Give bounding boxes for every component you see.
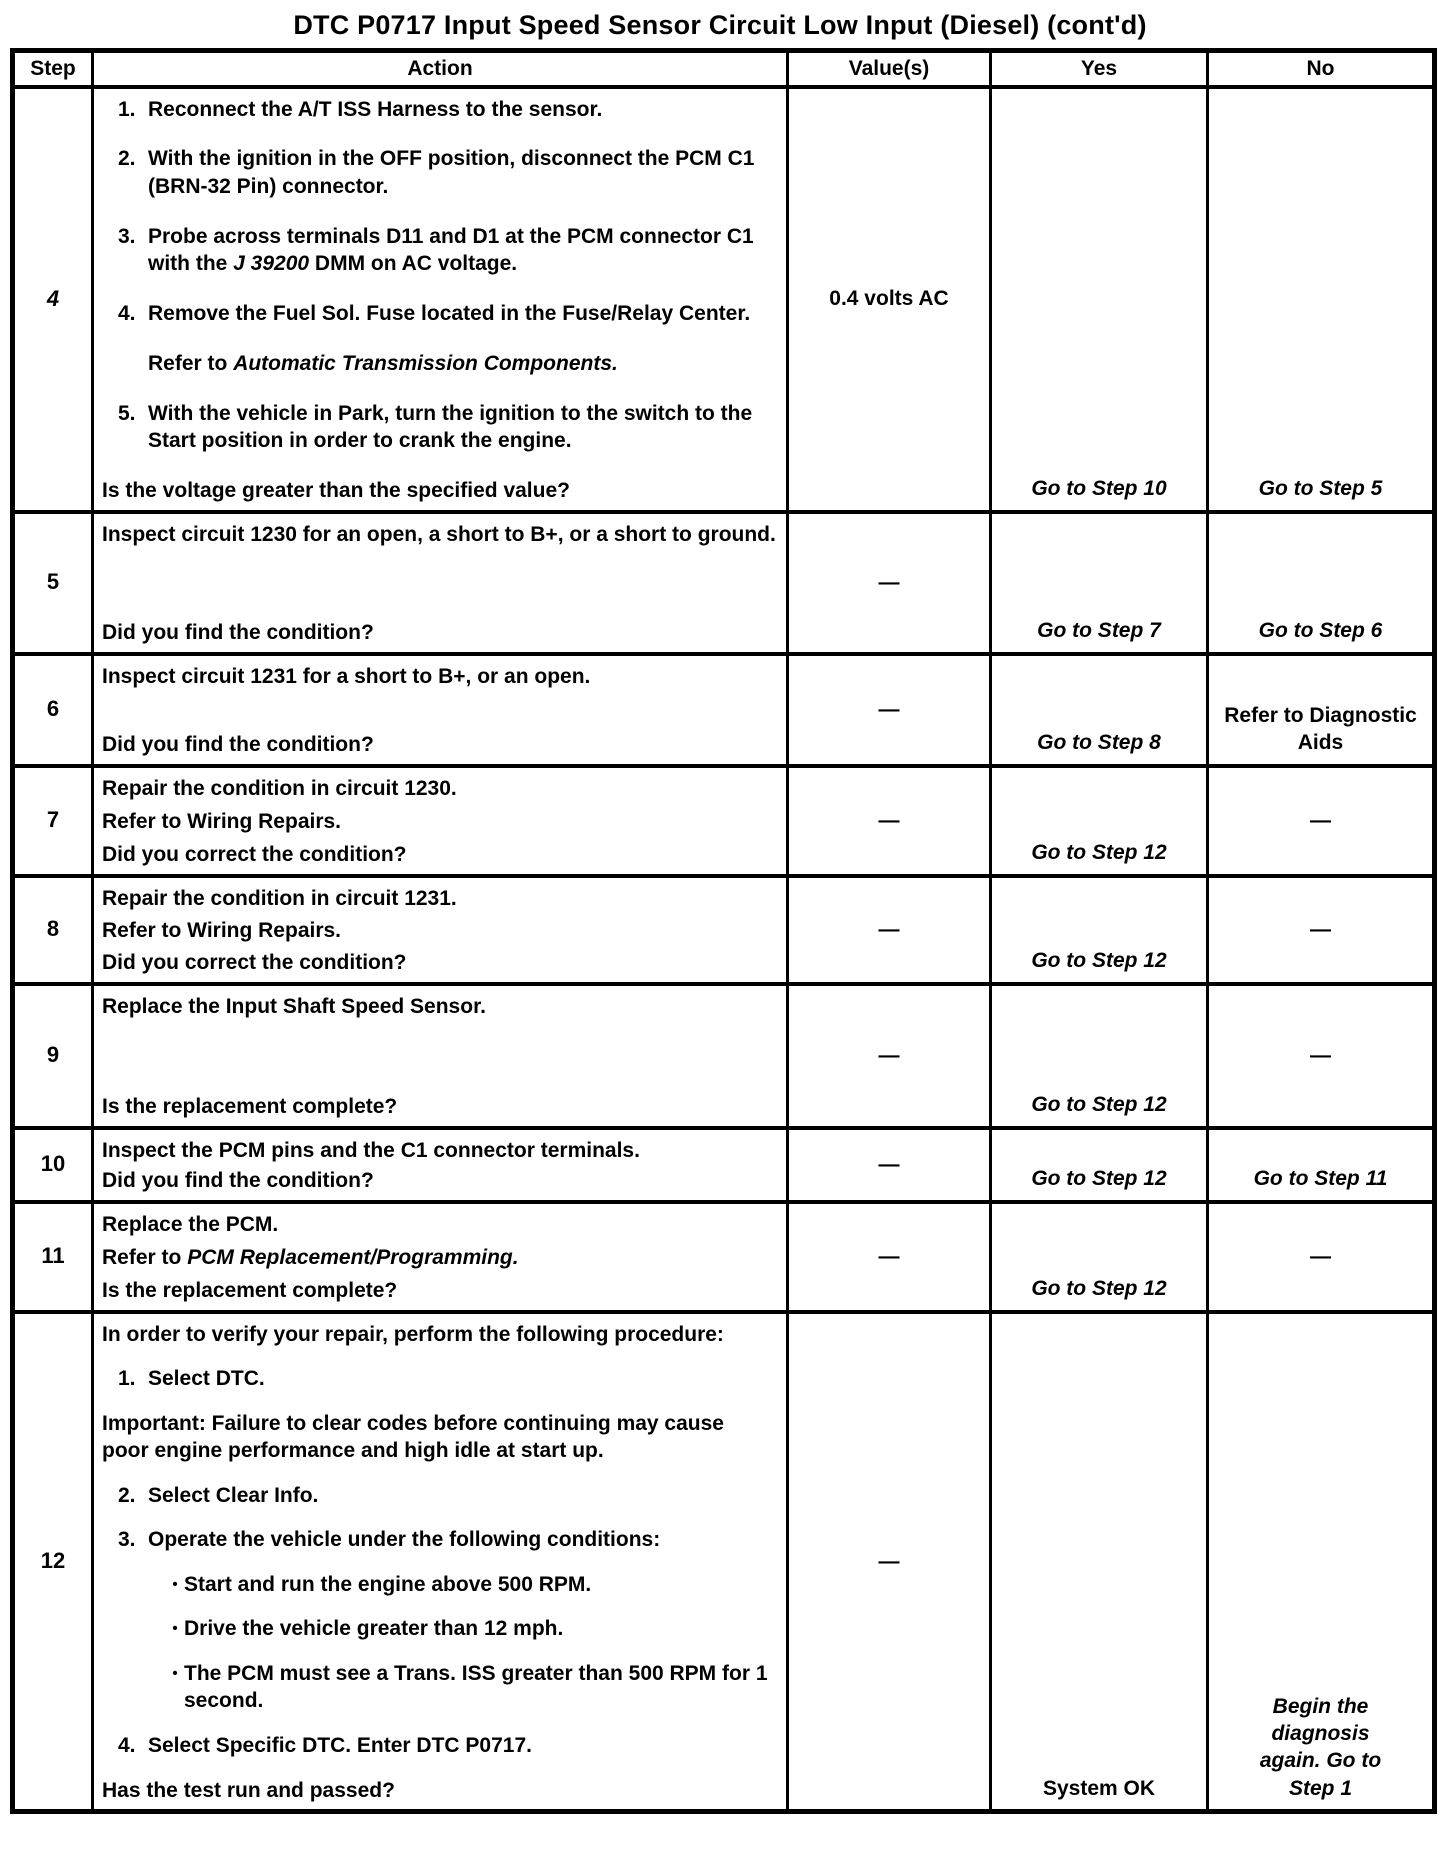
step-cell: 6: [13, 654, 93, 766]
tool-reference: J 39200: [233, 252, 310, 276]
yes-cell: Go to Step 12: [991, 1202, 1208, 1312]
bullet-item: • Start and run the engine above 500 RPM.: [102, 1571, 780, 1598]
diagnostic-table: [10, 48, 1437, 1814]
action-question: Has the test run and passed?: [102, 1778, 395, 1802]
table-row-step-4: [13, 87, 1435, 512]
step-cell: 9: [13, 984, 93, 1128]
col-header-step: Step: [13, 51, 93, 87]
header-row: [13, 51, 1435, 87]
no-cell: —: [1208, 766, 1435, 876]
action-cell: [93, 984, 788, 1128]
step-cell: 12: [13, 1312, 93, 1812]
action-cell: [93, 876, 788, 984]
value-cell: —: [788, 1128, 991, 1202]
yes-cell: Go to Step 10: [991, 87, 1208, 512]
list-item: 1. Reconnect the A/T ISS Harness to the sensor.: [118, 97, 603, 121]
action-statement: Repair the condition in circuit 1230.: [102, 776, 457, 800]
action-question: Did you find the condition?: [102, 1169, 374, 1193]
action-cell: [93, 512, 788, 654]
action-statement: Repair the condition in circuit 1231.: [102, 886, 457, 910]
action-question: Did you find the condition?: [102, 621, 374, 645]
list-item: 3. Probe across terminals D11 and D1 at the PCM connector C1 with the J 39200 DMM on AC voltage.: [118, 224, 754, 276]
yes-cell: Go to Step 7: [991, 512, 1208, 654]
yes-cell: System OK: [991, 1312, 1208, 1812]
value-cell: —: [788, 1312, 991, 1812]
action-cell: [93, 766, 788, 876]
value-cell: —: [788, 654, 991, 766]
document-reference: Automatic Transmission Components.: [233, 351, 618, 375]
no-cell: Go to Step 11: [1208, 1128, 1435, 1202]
no-cell: [1208, 1312, 1435, 1812]
yes-cell: Go to Step 12: [991, 876, 1208, 984]
list-item: 5. With the vehicle in Park, turn the ignition to the switch to the Start position in order to crank the engine.: [118, 401, 753, 453]
step-cell: 10: [13, 1128, 93, 1202]
action-question: Is the replacement complete?: [102, 1279, 398, 1303]
table-row-step-10: [13, 1128, 1435, 1202]
action-cell: [93, 1202, 788, 1312]
action-question: Did you find the condition?: [102, 733, 374, 757]
col-header-yes: Yes: [991, 51, 1208, 87]
col-header-no: No: [1208, 51, 1435, 87]
step-cell: 5: [13, 512, 93, 654]
action-statement: Replace the Input Shaft Speed Sensor.: [102, 994, 486, 1018]
table-row-step-11: [13, 1202, 1435, 1312]
no-cell: Go to Step 5: [1208, 87, 1435, 512]
bullet-item: • Drive the vehicle greater than 12 mph.: [102, 1615, 780, 1642]
action-question: Did you correct the condition?: [102, 951, 407, 975]
important-note: Important: Failure to clear codes before continuing may cause poor engine performance and high idle at start up.: [102, 1411, 724, 1463]
col-header-action: Action: [93, 51, 788, 87]
action-cell: [93, 654, 788, 766]
list-item: 4. Remove the Fuel Sol. Fuse located in the Fuse/Relay Center.: [118, 302, 751, 325]
no-cell: —: [1208, 984, 1435, 1128]
list-item: 4. Select Specific DTC. Enter DTC P0717.: [118, 1733, 532, 1757]
bullet-item: • The PCM must see a Trans. ISS greater than 500 RPM for 1 second.: [102, 1660, 780, 1715]
page-title: DTC P0717 Input Speed Sensor Circuit Low Input (Diesel) (cont'd): [293, 10, 1147, 40]
table-row-step-6: [13, 654, 1435, 766]
table-row-step-12: [13, 1312, 1435, 1812]
action-statement: Replace the PCM.: [102, 1212, 279, 1236]
action-cell: [93, 87, 788, 512]
no-cell: —: [1208, 1202, 1435, 1312]
table-row-step-9: [13, 984, 1435, 1128]
action-question: Is the voltage greater than the specified value?: [102, 479, 570, 503]
action-question: Did you correct the condition?: [102, 843, 407, 867]
document-reference: PCM Replacement/Programming.: [187, 1245, 519, 1269]
list-item: 1. Select DTC.: [118, 1367, 265, 1391]
bullet-icon: [166, 1571, 184, 1598]
list-item: 2. Select Clear Info.: [118, 1483, 319, 1507]
step-cell: 4: [13, 87, 93, 512]
value-cell: —: [788, 984, 991, 1128]
refer-line: Refer to Wiring Repairs.: [102, 918, 342, 942]
list-item: 3. Operate the vehicle under the following conditions:: [118, 1528, 661, 1552]
action-statement: Inspect circuit 1231 for a short to B+, or an open.: [102, 664, 591, 688]
no-cell: —: [1208, 876, 1435, 984]
table-row-step-5: [13, 512, 1435, 654]
table-row-step-7: [13, 766, 1435, 876]
action-intro: In order to verify your repair, perform the following procedure:: [102, 1322, 724, 1346]
bullet-icon: [166, 1615, 184, 1642]
action-cell: [93, 1128, 788, 1202]
yes-cell: Go to Step 12: [991, 766, 1208, 876]
value-cell: —: [788, 1202, 991, 1312]
action-statement: Inspect the PCM pins and the C1 connector terminals.: [102, 1138, 640, 1162]
value-cell: —: [788, 766, 991, 876]
table-row-step-8: [13, 876, 1435, 984]
action-question: Is the replacement complete?: [102, 1095, 398, 1119]
important-label: Important:: [102, 1411, 206, 1435]
yes-cell: Go to Step 12: [991, 984, 1208, 1128]
step-cell: 11: [13, 1202, 93, 1312]
action-cell: [93, 1312, 788, 1812]
refer-line: Refer to Automatic Transmission Components.: [148, 351, 618, 375]
no-cell-text: Begin the diagnosis again. Go to Step 1: [1259, 1694, 1382, 1800]
yes-cell: Go to Step 8: [991, 654, 1208, 766]
refer-line: Refer to PCM Replacement/Programming.: [102, 1245, 519, 1269]
yes-cell: Go to Step 12: [991, 1128, 1208, 1202]
col-header-values: Value(s): [788, 51, 991, 87]
no-cell: Go to Step 6: [1208, 512, 1435, 654]
value-cell: 0.4 volts AC: [788, 87, 991, 512]
step-cell: 8: [13, 876, 93, 984]
refer-line: Refer to Wiring Repairs.: [102, 809, 342, 833]
step-cell: 7: [13, 766, 93, 876]
value-cell: —: [788, 876, 991, 984]
value-cell: —: [788, 512, 991, 654]
action-statement: Inspect circuit 1230 for an open, a short to B+, or a short to ground.: [102, 522, 776, 546]
no-cell: Refer to Diagnostic Aids: [1208, 654, 1435, 766]
bullet-icon: [166, 1660, 184, 1715]
list-item: 2. With the ignition in the OFF position, disconnect the PCM C1 (BRN-32 Pin) connector.: [118, 147, 755, 198]
